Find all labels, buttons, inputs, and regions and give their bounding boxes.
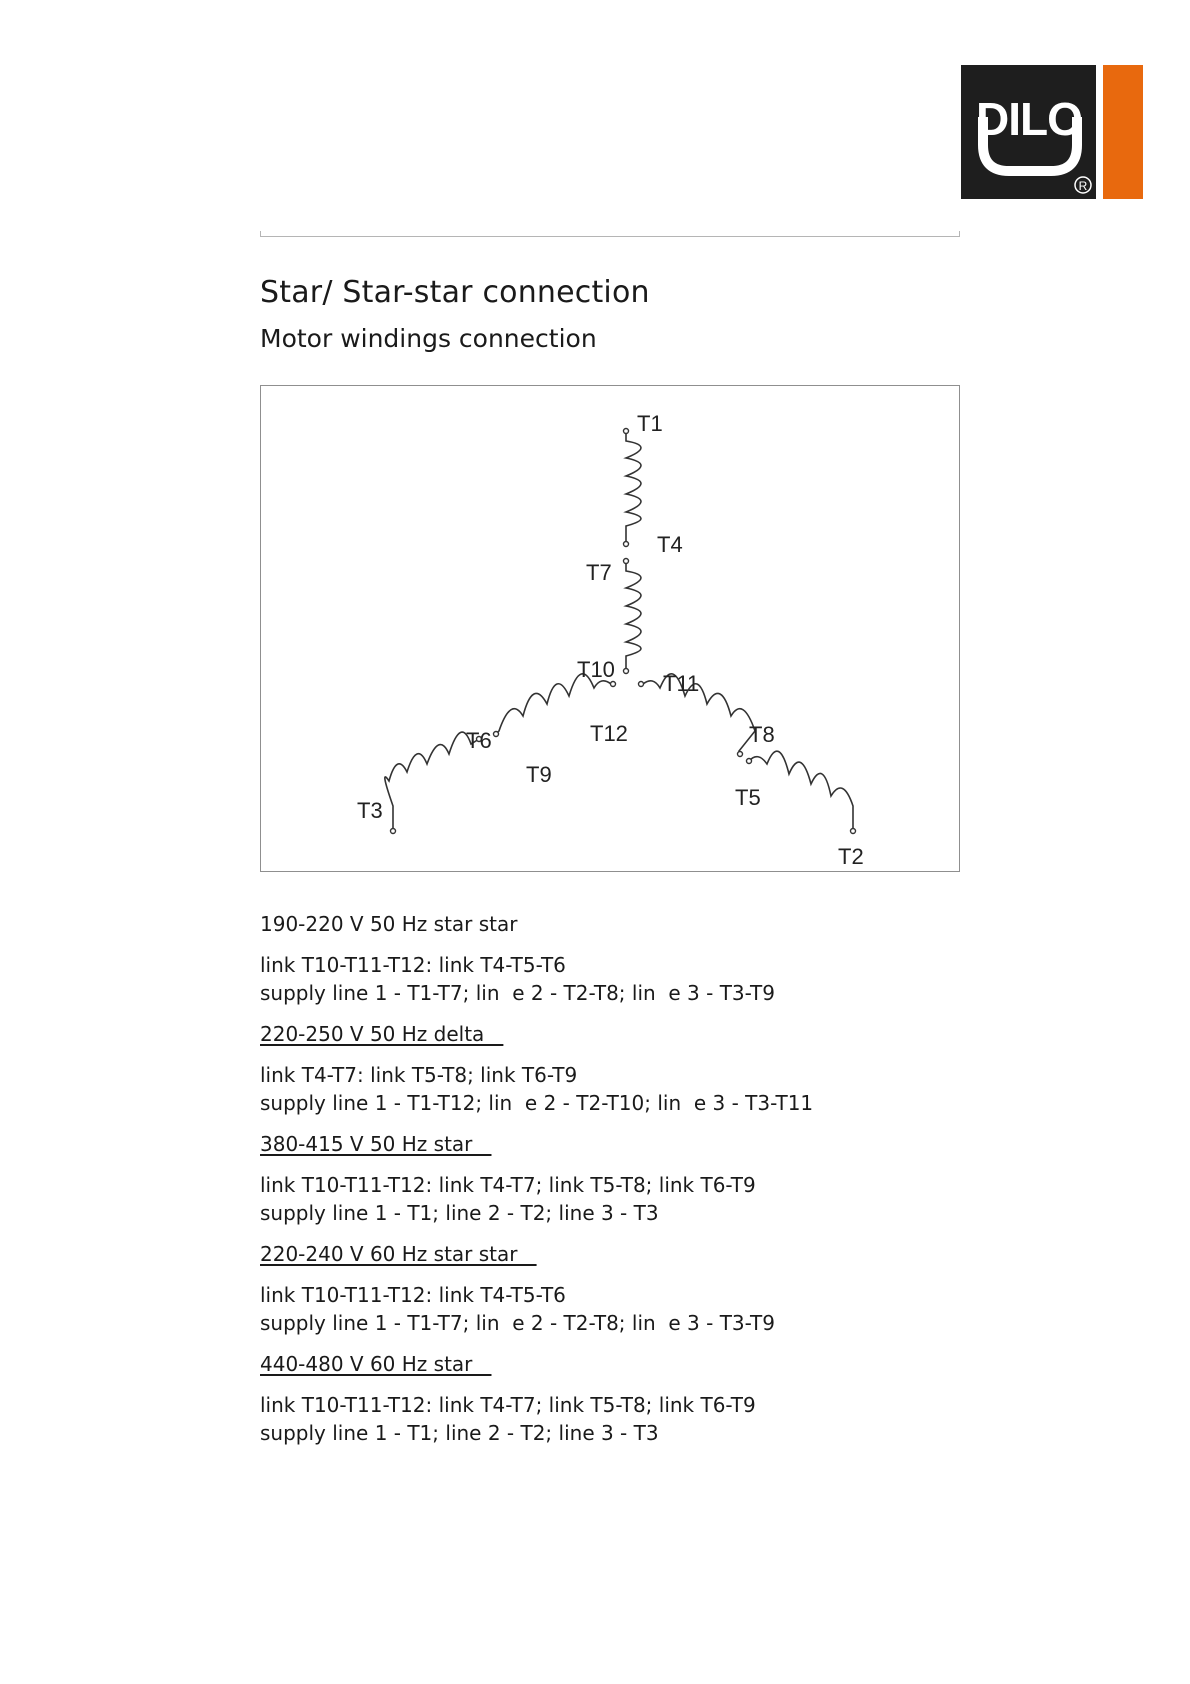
supply-text: supply line 1 - T1-T7; lin e 2 - T2-T8; lin e 3 - T3-T9 — [260, 1311, 775, 1335]
connection-section-440-480v — [260, 1350, 960, 1447]
terminal-label-t11: T11 — [663, 671, 700, 696]
connection-section-220-250v — [260, 1020, 960, 1117]
link-text: link T10-T11-T12: link T4-T7; link T5-T8; link T6-T9 — [260, 1393, 756, 1417]
link-text: link T10-T11-T12: link T4-T5-T6 — [260, 1283, 566, 1307]
terminal-label-t1: T1 — [637, 411, 663, 436]
supply-text: supply line 1 - T1; line 2 - T2; line 3 - T3 — [260, 1201, 659, 1225]
terminal-label-t7: T7 — [586, 560, 612, 585]
supply-text: supply line 1 - T1-T12; lin e 2 - T2-T10; lin e 3 - T3-T11 — [260, 1091, 814, 1115]
terminal-label-t10: T10 — [577, 657, 615, 682]
connection-list — [260, 910, 960, 1460]
link-text: link T10-T11-T12: link T4-T7; link T5-T8; link T6-T9 — [260, 1173, 756, 1197]
winding-diagram — [260, 385, 960, 872]
supply-text: supply line 1 - T1; line 2 - T2; line 3 - T3 — [260, 1421, 659, 1445]
section-heading: 220-240 V 60 Hz star star — [260, 1242, 537, 1266]
logo-wordmark: DILO — [976, 93, 1082, 145]
link-text: link T10-T11-T12: link T4-T5-T6 — [260, 953, 566, 977]
connection-section-380-415v — [260, 1130, 960, 1227]
connection-section-190-220v — [260, 910, 960, 1007]
section-heading: 440-480 V 60 Hz star — [260, 1352, 492, 1376]
page-subtitle: Motor windings connection — [260, 324, 597, 353]
header-rule — [260, 236, 960, 237]
terminal-label-t8: T8 — [749, 722, 775, 747]
section-heading: 220-250 V 50 Hz delta — [260, 1022, 504, 1046]
page-title: Star/ Star-star connection — [260, 275, 650, 310]
terminal-label-t5: T5 — [735, 785, 761, 810]
connection-section-220-240v — [260, 1240, 960, 1337]
terminal-label-t9: T9 — [526, 762, 552, 787]
terminal-label-t12: T12 — [590, 721, 628, 746]
supply-text: supply line 1 - T1-T7; lin e 2 - T2-T8; lin e 3 - T3-T9 — [260, 981, 775, 1005]
terminal-label-t3: T3 — [357, 798, 383, 823]
registered-mark: R — [1078, 179, 1088, 193]
link-text: link T4-T7: link T5-T8; link T6-T9 — [260, 1063, 578, 1087]
section-heading: 380-415 V 50 Hz star — [260, 1132, 492, 1156]
section-heading: 190-220 V 50 Hz star star — [260, 912, 518, 936]
terminal-label-t2: T2 — [838, 844, 864, 869]
terminal-label-t4: T4 — [657, 532, 683, 557]
dilo-logo — [961, 65, 1143, 199]
terminal-label-t6: T6 — [466, 728, 492, 753]
